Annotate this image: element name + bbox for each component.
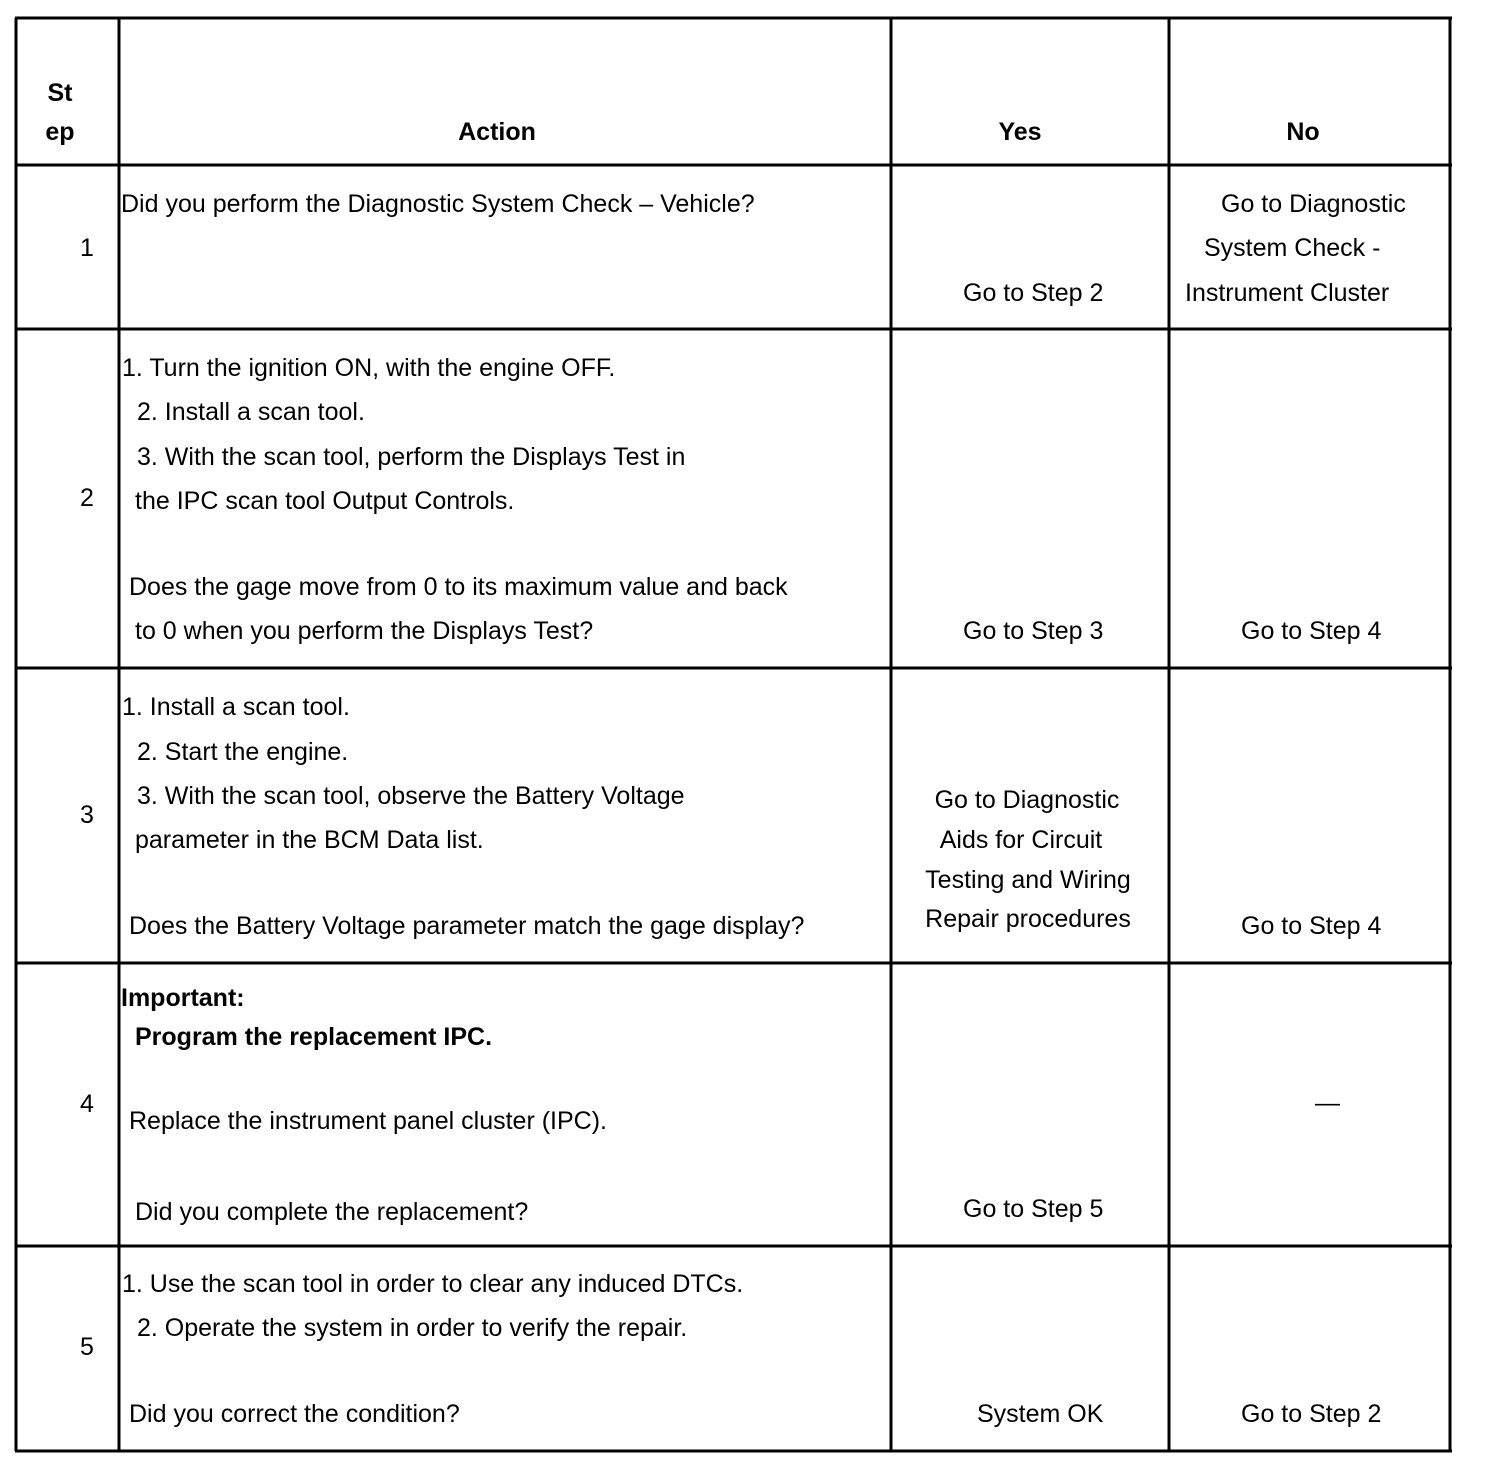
action-line: 1. Install a scan tool. bbox=[122, 693, 350, 721]
no-result: Go to Diagnostic bbox=[1221, 190, 1406, 218]
yes-result: Repair procedures bbox=[925, 905, 1131, 933]
no-result: System Check - bbox=[1204, 234, 1381, 262]
step-number: 3 bbox=[80, 801, 94, 829]
action-line: 2. Start the engine. bbox=[137, 738, 349, 766]
no-result: Go to Step 4 bbox=[1241, 912, 1382, 940]
important-note: Program the replacement IPC. bbox=[135, 1023, 493, 1051]
important-label: Important: bbox=[121, 984, 245, 1012]
action-line: 3. With the scan tool, observe the Battery Voltage bbox=[137, 782, 685, 810]
header-step-line2: ep bbox=[45, 118, 75, 146]
action-question: Does the Battery Voltage parameter match the gage display? bbox=[129, 912, 805, 940]
yes-result: Go to Step 5 bbox=[963, 1195, 1104, 1223]
yes-result: Testing and Wiring bbox=[925, 866, 1131, 894]
action-line: 1. Turn the ignition ON, with the engine OFF. bbox=[122, 354, 616, 382]
action-question: Did you correct the condition? bbox=[129, 1400, 460, 1428]
yes-result: Aids for Circuit bbox=[939, 826, 1103, 854]
step-number: 5 bbox=[80, 1333, 94, 1361]
action-line: 1. Use the scan tool in order to clear any induced DTCs. bbox=[122, 1270, 744, 1298]
action-question: to 0 when you perform the Displays Test? bbox=[135, 617, 594, 645]
action-question: Did you complete the replacement? bbox=[135, 1198, 529, 1226]
header-no: No bbox=[1286, 118, 1320, 146]
yes-result: Go to Diagnostic bbox=[934, 786, 1120, 814]
action-line: the IPC scan tool Output Controls. bbox=[135, 487, 515, 515]
action-line: 2. Install a scan tool. bbox=[137, 398, 365, 426]
no-result: Go to Step 4 bbox=[1241, 617, 1382, 645]
no-result: Go to Step 2 bbox=[1241, 1400, 1382, 1428]
yes-result: System OK bbox=[977, 1400, 1104, 1428]
no-result-dash: — bbox=[1315, 1089, 1340, 1117]
action-line: 3. With the scan tool, perform the Displays Test in bbox=[137, 443, 686, 471]
action-question: Does the gage move from 0 to its maximum value and back bbox=[129, 573, 788, 601]
header-step-line1: St bbox=[47, 79, 73, 107]
action-line: 2. Operate the system in order to verify the repair. bbox=[137, 1314, 688, 1342]
yes-result: Go to Step 3 bbox=[963, 617, 1104, 645]
no-result: Instrument Cluster bbox=[1185, 279, 1390, 307]
action-line: Replace the instrument panel cluster (IPC). bbox=[129, 1107, 607, 1135]
step-number: 2 bbox=[80, 484, 94, 512]
action-line: parameter in the BCM Data list. bbox=[135, 826, 484, 854]
step-number: 1 bbox=[80, 234, 94, 262]
header-yes: Yes bbox=[998, 118, 1042, 146]
yes-result: Go to Step 2 bbox=[963, 279, 1104, 307]
header-action: Action bbox=[458, 118, 536, 146]
action-line: Did you perform the Diagnostic System Check – Vehicle? bbox=[121, 190, 755, 218]
step-number: 4 bbox=[80, 1090, 94, 1118]
